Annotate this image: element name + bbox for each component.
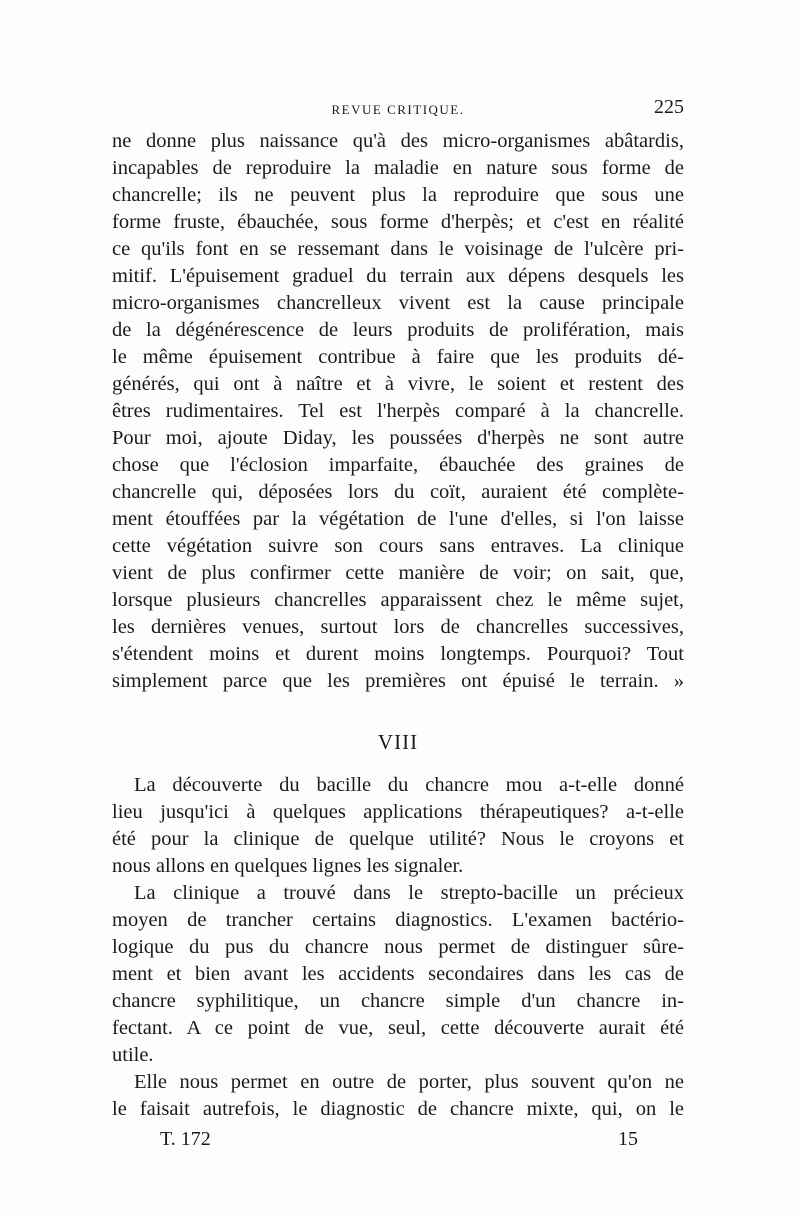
text-line: de la dégénérescence de leurs produits de prolifération, mais bbox=[112, 319, 684, 341]
text-line: été pour la clinique de quelque utilité? Nous le croyons et bbox=[112, 828, 684, 850]
text-line: vient de plus confirmer cette manière de voir; on sait, que, bbox=[112, 562, 684, 584]
text-line: fectant. A ce point de vue, seul, cette découverte aurait été bbox=[112, 1017, 684, 1039]
text-line: générés, qui ont à naître et à vivre, le soient et restent des bbox=[112, 373, 684, 395]
running-head bbox=[112, 96, 684, 122]
text-line: mitif. L'épuisement graduel du terrain aux dépens desquels les bbox=[112, 265, 684, 287]
text-line: êtres rudimentaires. Tel est l'herpès comparé à la chancrelle. bbox=[112, 400, 684, 422]
running-title: REVUE CRITIQUE. bbox=[331, 102, 465, 117]
text-line: micro-organismes chancrelleux vivent est la cause principale bbox=[112, 292, 684, 314]
paragraph-section-viii bbox=[112, 772, 684, 1123]
text-line: Elle nous permet en outre de porter, plus souvent qu'on ne bbox=[134, 1071, 684, 1093]
text-line: La clinique a trouvé dans le strepto-bacille un précieux bbox=[134, 882, 684, 904]
text-line: La découverte du bacille du chancre mou a-t-elle donné bbox=[134, 774, 684, 796]
text-line: Pour moi, ajoute Diday, les poussées d'herpès ne sont autre bbox=[112, 427, 684, 449]
page-footer bbox=[160, 1128, 638, 1156]
text-line: chancrelle qui, déposées lors du coït, auraient été complète- bbox=[112, 481, 684, 503]
volume-mark: T. 172 bbox=[160, 1128, 211, 1150]
text-line: lorsque plusieurs chancrelles apparaissent chez le même sujet, bbox=[112, 589, 684, 611]
text-line: s'étendent moins et durent moins longtemps. Pourquoi? Tout bbox=[112, 643, 684, 665]
text-line: ne donne plus naissance qu'à des micro-organismes abâtardis, bbox=[112, 130, 684, 152]
text-line: simplement parce que les premières ont épuisé le terrain. » bbox=[112, 670, 684, 692]
text-line: ment et bien avant les accidents secondaires dans les cas de bbox=[112, 963, 684, 985]
text-line: incapables de reproduire la maladie en nature sous forme de bbox=[112, 157, 684, 179]
text-line: utile. bbox=[112, 1044, 154, 1066]
text-line: nous allons en quelques lignes les signaler. bbox=[112, 855, 464, 877]
text-line: moyen de trancher certains diagnostics. L'examen bactério- bbox=[112, 909, 684, 931]
text-line: cette végétation suivre son cours sans entraves. La clinique bbox=[112, 535, 684, 557]
paragraph-quotation bbox=[112, 128, 684, 695]
page-number: 225 bbox=[654, 96, 684, 118]
text-line: forme fruste, ébauchée, sous forme d'herpès; et c'est en réalité bbox=[112, 211, 684, 233]
text-line: chancre syphilitique, un chancre simple d'un chancre in- bbox=[112, 990, 684, 1012]
text-line: le faisait autrefois, le diagnostic de chancre mixte, qui, on le bbox=[112, 1098, 684, 1120]
text-line: les dernières venues, surtout lors de chancrelles successives, bbox=[112, 616, 684, 638]
text-line: ce qu'ils font en se ressemant dans le voisinage de l'ulcère pri- bbox=[112, 238, 684, 260]
text-line: lieu jusqu'ici à quelques applications thérapeutiques? a-t-elle bbox=[112, 801, 684, 823]
text-line: ment étouffées par la végétation de l'une d'elles, si l'on laisse bbox=[112, 508, 684, 530]
text-line: logique du pus du chancre nous permet de distinguer sûre- bbox=[112, 936, 684, 958]
signature-mark: 15 bbox=[618, 1128, 638, 1150]
text-line: le même épuisement contribue à faire que les produits dé- bbox=[112, 346, 684, 368]
text-line: chose que l'éclosion imparfaite, ébauchée des graines de bbox=[112, 454, 684, 476]
text-line: chancrelle; ils ne peuvent plus la reproduire que sous une bbox=[112, 184, 684, 206]
section-heading: VIII bbox=[377, 730, 419, 754]
